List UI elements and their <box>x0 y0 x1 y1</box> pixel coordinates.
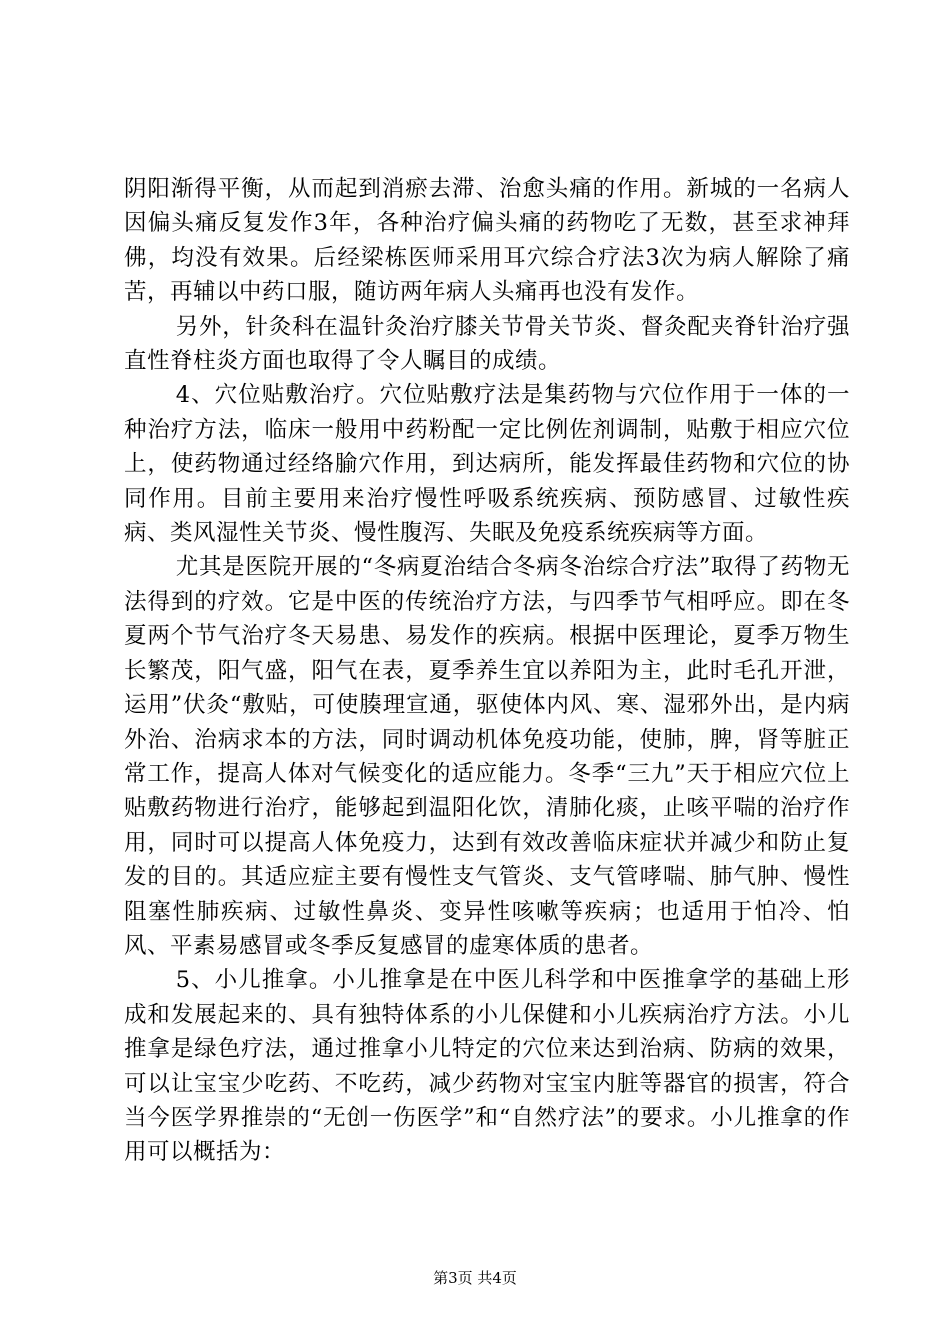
paragraph-acupuncture-other: 另外，针灸科在温针灸治疗膝关节骨关节炎、督灸配夹脊针治疗强直性脊柱炎方面也取得了令人瞩目的成绩。 <box>124 313 850 375</box>
paragraph-winter-summer-therapy: 尤其是医院开展的“冬病夏治结合冬病冬治综合疗法”取得了药物无法得到的疗效。它是中医的传统治疗方法，与四季节气相呼应。即在冬夏两个节气治疗冬天易患、易发作的疾病。根据中医理论，夏季万物生长繁茂，阳气盛，阳气在表，夏季养生宜以养阳为主，此时毛孔开泄，运用”伏灸“敷贴，可使腠理宣通，驱使体内风、寒、湿邪外出，是内病外治、治病求本的方法，同时调动机体免疫功能，使肺，脾，肾等脏正常工作，提高人体对气候变化的适应能力。冬季“三九”天于相应穴位上贴敷药物进行治疗，能够起到温阳化饮，清肺化痰，止咳平喘的治疗作用，同时可以提高人体免疫力，达到有效改善临床症状并减少和防止复发的目的。其适应症主要有慢性支气管炎、支气管哮喘、肺气肿、慢性阻塞性肺疾病、过敏性鼻炎、变异性咳嗽等疾病；也适用于怕冷、怕风、平素易感冒或冬季反复感冒的虚寒体质的患者。 <box>124 554 850 959</box>
page-number: 第3页 共4页 <box>433 1269 517 1287</box>
paragraph-continuation: 阴阳渐得平衡，从而起到消瘀去滞、治愈头痛的作用。新城的一名病人因偏头痛反复发作3年，各种治疗偏头痛的药物吃了无数，甚至求神拜佛，均没有效果。后经梁栋医师采用耳穴综合疗法3次为病人解除了痛苦，再辅以中药口服，随访两年病人头痛再也没有发作。 <box>124 176 850 306</box>
paragraph-acupoint-application: 4、穴位贴敷治疗。穴位贴敷疗法是集药物与穴位作用于一体的一种治疗方法，临床一般用中药粉配一定比例佐剂调制，贴敷于相应穴位上，使药物通过经络腧穴作用，到达病所，能发挥最佳药物和穴位的协同作用。目前主要用来治疗慢性呼吸系统疾病、预防感冒、过敏性疾病、类风湿性关节炎、慢性腹泻、失眠及免疫系统疾病等方面。 <box>124 382 850 547</box>
paragraph-pediatric-massage: 5、小儿推拿。小儿推拿是在中医儿科学和中医推拿学的基础上形成和发展起来的、具有独特体系的小儿保健和小儿疾病治疗方法。小儿推拿是绿色疗法，通过推拿小儿特定的穴位来达到治病、防病的效果，可以让宝宝少吃药、不吃药，减少药物对宝宝内脏等器官的损害，符合当今医学界推崇的“无创一伤医学”和“自然疗法”的要求。小儿推拿的作用可以概括为： <box>124 967 850 1166</box>
document-body <box>124 172 850 1170</box>
